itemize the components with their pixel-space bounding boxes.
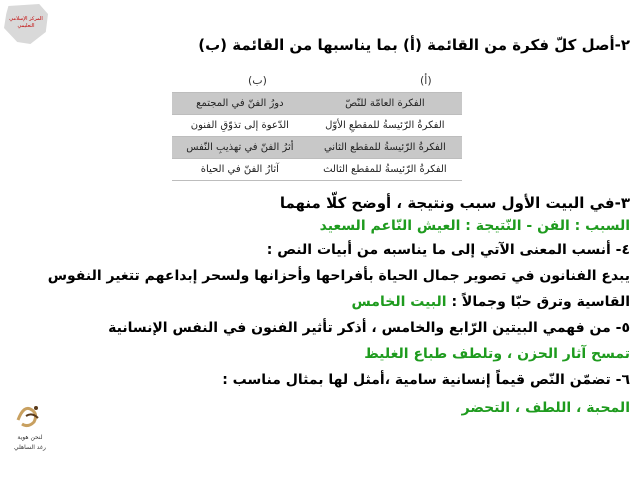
question-3: ٣-في البيت الأول سبب ونتيجة ، أوضح كلّا منهما [279,194,630,212]
table-cell-b: أثرُ الفنّ في تهذيبِ النّفس [172,137,308,159]
table-cell-a: الفكرةُ الرّئيسةُ للمقطع الثاني [308,137,462,159]
question-4: ٤- أنسب المعنى الآتي إلى ما يناسبه من أبيات النص : [266,242,630,258]
answer-4: البيت الخامس [351,294,447,310]
question-4-text-1: يبدع الفنانون في تصوير جمال الحياة بأفراحها وأحزانها ولسحر إبداعهم تتغير النفوس [47,268,630,284]
question-4-line-2 [10,294,630,310]
question-6: ٦- تضمّن النّص قيماً إنسانية سامية ،أمثل لها بمثال مناسب : [222,372,630,388]
answer-6: المحبة ، اللطف ، التحضر [461,400,630,416]
table-header-a: (أ) [420,74,432,87]
matching-table [172,92,462,181]
table-cell-b: الدّعوة إلى تذوّقِ الفنون [172,115,308,137]
logo-line-2: التعليمي [17,23,35,29]
table-cell-a: الفكرة العامّة للنّصّ [308,93,462,115]
logo-line-1: المركز الإسلامي [9,16,43,22]
table-row [172,115,462,137]
table-row [172,137,462,159]
answer-5: تمسح آثار الحزن ، وتلطف طباع الغليظ [364,346,630,362]
table-row [172,93,462,115]
table-cell-a: الفكرةُ الرّئيسةُ للمقطع الثالث [308,159,462,181]
table-cell-b: آثارُ الفنّ في الحياة [172,159,308,181]
table-cell-b: دورُ الفنّ في المجتمع [172,93,308,115]
question-5: ٥- من فهمي البيتين الرّابع والخامس ، أذكر تأثير الفنون في النفس الإنسانية [108,320,630,336]
answer-3: السبب : الفن - النّتيجة : العيش النّاعم السعيد [319,218,630,234]
table-cell-a: الفكرةُ الرّئيسةُ للمقطعِ الأوّل [308,115,462,137]
author-name: رغد الساهلي [14,444,46,451]
table-header-b: (ب) [248,74,267,87]
table-row [172,159,462,181]
question-2: ٢-أصل كلّ فكرة من القائمة (أ) بما يناسبها من القائمة (ب) [198,36,630,54]
author-tagline: لنحن هوية [17,434,43,441]
question-4-text-2: القاسية وترق حبّا وجمالاً : [451,294,630,310]
